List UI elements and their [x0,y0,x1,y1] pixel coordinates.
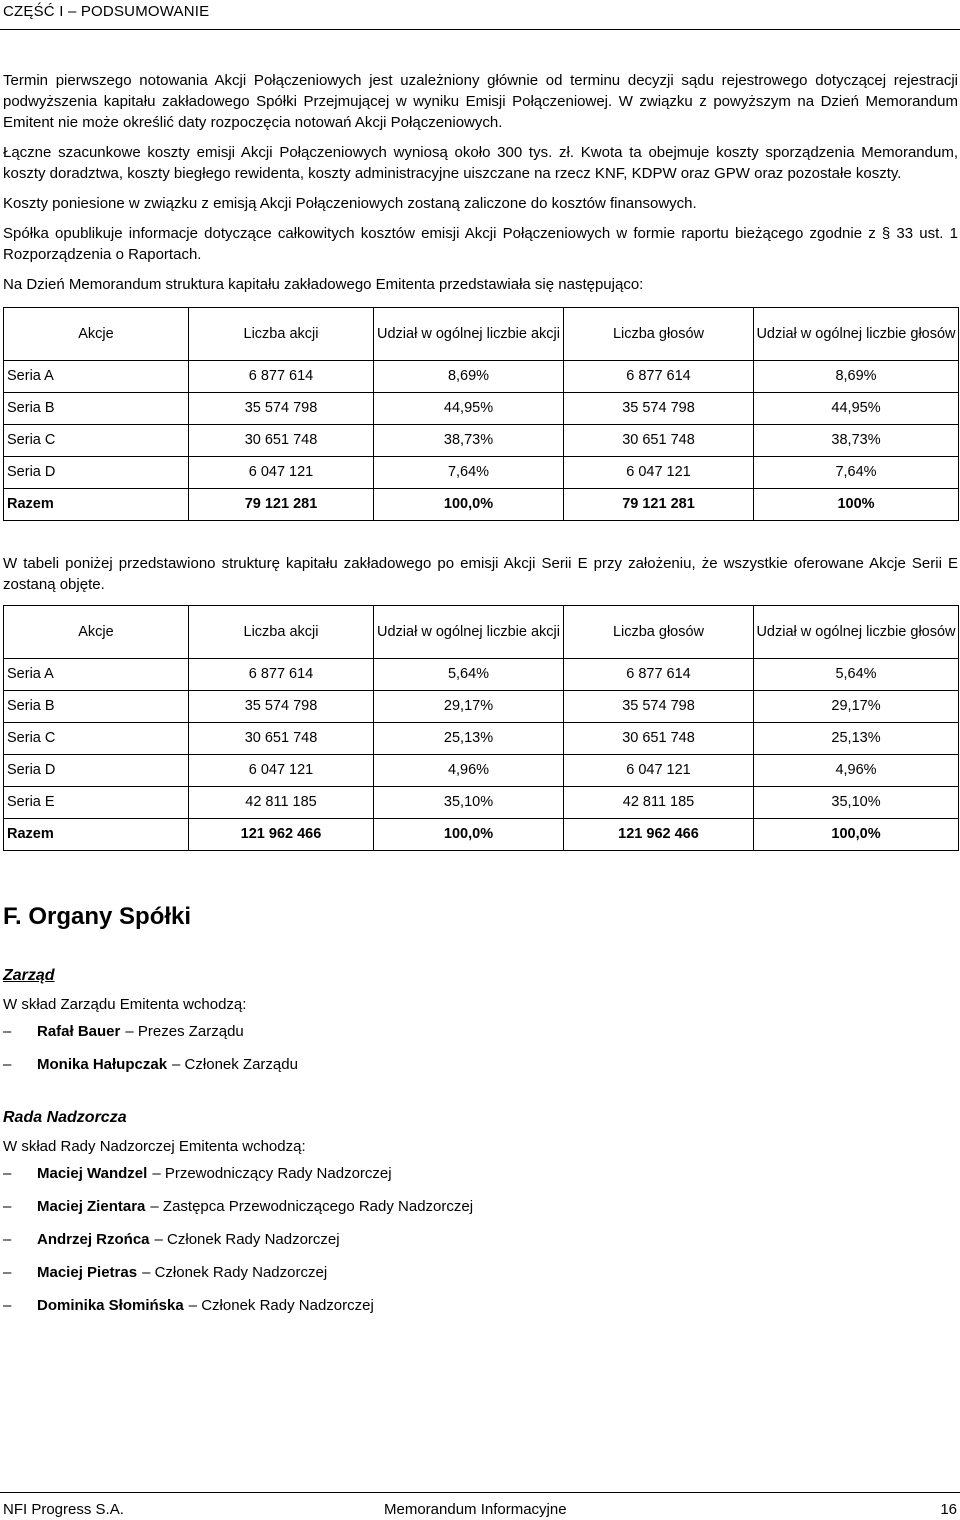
table-cell: 100% [754,489,959,521]
table-cell: 8,69% [754,361,959,393]
table-cell: 6 047 121 [564,457,754,489]
table-cell: 25,13% [754,723,959,755]
table-cell: 6 877 614 [189,361,374,393]
table-cell: 5,64% [374,659,564,691]
table-cell: 35,10% [754,787,959,819]
table-cell: Seria B [4,393,189,425]
table-cell: 6 877 614 [189,659,374,691]
member-name: Rafał Bauer [37,1023,121,1040]
list-item [3,1229,958,1262]
table-cell: 4,96% [374,755,564,787]
table-cell: 6 047 121 [189,755,374,787]
table-total-row [4,489,959,521]
list-item [3,1163,958,1196]
list-item [3,1262,958,1295]
member-name: Dominika Słomińska [37,1297,184,1314]
table-cell: 35 574 798 [189,691,374,723]
table-total-row [4,819,959,851]
member-role: – Członek Rady Nadzorczej [154,1231,340,1248]
page-header-title: CZĘŚĆ I – PODSUMOWANIE [3,3,210,20]
table-cell: 35 574 798 [564,393,754,425]
table-cell: Seria E [4,787,189,819]
section-title: F. Organy Spółki [3,903,192,930]
table-cell: 44,95% [374,393,564,425]
table-cell: Seria C [4,425,189,457]
list-dash: – [3,1056,12,1073]
table-cell: 79 121 281 [189,489,374,521]
list-item [3,1021,958,1054]
table-row [4,457,959,489]
table-cell: 100,0% [374,489,564,521]
zarzad-intro: W skład Zarządu Emitenta wchodzą: [3,996,247,1013]
rada-members-list [3,1163,958,1328]
table-cell: Razem [4,489,189,521]
capital-structure-table-current [3,307,959,521]
subsection-title-rada: Rada Nadzorcza [3,1109,127,1126]
list-item [3,1054,958,1087]
list-dash: – [3,1264,12,1281]
member-role: – Zastępca Przewodniczącego Rady Nadzorczej [150,1198,474,1215]
member-name: Maciej Wandzel [37,1165,148,1182]
paragraph-listing-date: Termin pierwszego notowania Akcji Połączeniowych jest uzależniony głównie od terminu decyzji sądu rejestrowego dotyczącej rejestracji podwyższenia kapitału zakładowego Spółki Przejmującej w wyniku Emisji Połączeniowej. W związku z powyższym na Dzień Memorandum Emitent nie może określić daty rozpoczęcia notowań Akcji Połączeniowych. [3,72,958,131]
member-name: Maciej Pietras [37,1264,138,1281]
list-dash: – [3,1023,12,1040]
document-body [3,70,958,1328]
table-cell: 35,10% [374,787,564,819]
footer-company: NFI Progress S.A. [3,1501,124,1518]
column-header: Udział w ogólnej liczbie akcji [374,308,564,361]
table-row [4,787,959,819]
table-cell: 5,64% [754,659,959,691]
column-header: Udział w ogólnej liczbie głosów [754,606,959,659]
table-row [4,755,959,787]
table-cell: 100,0% [374,819,564,851]
table-cell: 29,17% [374,691,564,723]
column-header: Akcje [4,606,189,659]
table-cell: 6 877 614 [564,361,754,393]
table-cell: 7,64% [374,457,564,489]
column-header: Akcje [4,308,189,361]
table-cell: 29,17% [754,691,959,723]
footer-rule [0,1492,960,1493]
table-cell: 30 651 748 [564,425,754,457]
zarzad-members-list [3,1021,958,1087]
table-cell: 7,64% [754,457,959,489]
table-cell: 44,95% [754,393,959,425]
table-cell: Seria A [4,361,189,393]
footer-document-title: Memorandum Informacyjne [384,1501,567,1518]
table-header-row [4,308,959,361]
table-cell: 42 811 185 [564,787,754,819]
table-cell: Seria C [4,723,189,755]
table-row [4,659,959,691]
capital-structure-table-post-issue [3,605,959,851]
table-cell: 38,73% [754,425,959,457]
table-row [4,723,959,755]
member-name: Maciej Zientara [37,1198,146,1215]
table-cell: 35 574 798 [564,691,754,723]
table-cell: 121 962 466 [564,819,754,851]
paragraph-capital-structure-intro: Na Dzień Memorandum struktura kapitału zakładowego Emitenta przedstawiała się następująco: [3,276,644,293]
table-cell: 121 962 466 [189,819,374,851]
member-name: Monika Hałupczak [37,1056,168,1073]
paragraph-cost-accounting: Koszty poniesione w związku z emisją Akcji Połączeniowych zostaną zaliczone do kosztów finansowych. [3,195,697,212]
paragraph-cost-report: Spółka opublikuje informacje dotyczące całkowitych kosztów emisji Akcji Połączeniowych w formie raportu bieżącego zgodnie z § 33 ust. 1 Rozporządzenia o Raportach. [3,225,958,263]
column-header: Liczba akcji [189,606,374,659]
list-item [3,1295,958,1328]
table-cell: Razem [4,819,189,851]
rada-intro: W skład Rady Nadzorczej Emitenta wchodzą: [3,1138,306,1155]
member-role: – Członek Rady Nadzorczej [142,1264,328,1281]
paragraph-post-issue-intro: W tabeli poniżej przedstawiono strukturę kapitału zakładowego po emisji Akcji Serii E przy założeniu, że wszystkie oferowane Akcje Serii E zostaną objęte. [3,555,958,593]
table-cell: 30 651 748 [564,723,754,755]
table-row [4,361,959,393]
table-cell: 35 574 798 [189,393,374,425]
column-header: Udział w ogólnej liczbie akcji [374,606,564,659]
list-dash: – [3,1297,12,1314]
member-role: – Przewodniczący Rady Nadzorczej [152,1165,392,1182]
table-cell: 25,13% [374,723,564,755]
table-cell: 6 047 121 [564,755,754,787]
member-role: – Prezes Zarządu [125,1023,244,1040]
table-cell: Seria D [4,457,189,489]
list-dash: – [3,1165,12,1182]
table-cell: 4,96% [754,755,959,787]
table-row [4,691,959,723]
table-cell: 42 811 185 [189,787,374,819]
header-rule [0,29,960,30]
table-cell: 30 651 748 [189,723,374,755]
column-header: Liczba głosów [564,308,754,361]
paragraph-issue-costs: Łączne szacunkowe koszty emisji Akcji Połączeniowych wyniosą około 300 tys. zł. Kwota ta obejmuje koszty sporządzenia Memorandum, koszty doradztwa, koszty biegłego rewidenta, koszty administracyjne uiszczane na rzecz KNF, KDPW oraz GPW oraz pozostałe koszty. [3,144,958,182]
list-dash: – [3,1198,12,1215]
table-cell: 38,73% [374,425,564,457]
column-header: Liczba głosów [564,606,754,659]
table-cell: 8,69% [374,361,564,393]
member-name: Andrzej Rzońca [37,1231,150,1248]
table-row [4,393,959,425]
table-row [4,425,959,457]
footer-page-number: 16 [940,1501,957,1518]
member-role: – Członek Rady Nadzorczej [188,1297,374,1314]
column-header: Liczba akcji [189,308,374,361]
table-cell: Seria D [4,755,189,787]
list-dash: – [3,1231,12,1248]
member-role: – Członek Zarządu [172,1056,298,1073]
table-cell: 6 047 121 [189,457,374,489]
table-cell: 30 651 748 [189,425,374,457]
table-cell: 6 877 614 [564,659,754,691]
table-header-row [4,606,959,659]
subsection-title-zarzad: Zarząd [3,967,55,984]
column-header: Udział w ogólnej liczbie głosów [754,308,959,361]
list-item [3,1196,958,1229]
table-cell: Seria A [4,659,189,691]
table-cell: 100,0% [754,819,959,851]
table-cell: Seria B [4,691,189,723]
table-cell: 79 121 281 [564,489,754,521]
